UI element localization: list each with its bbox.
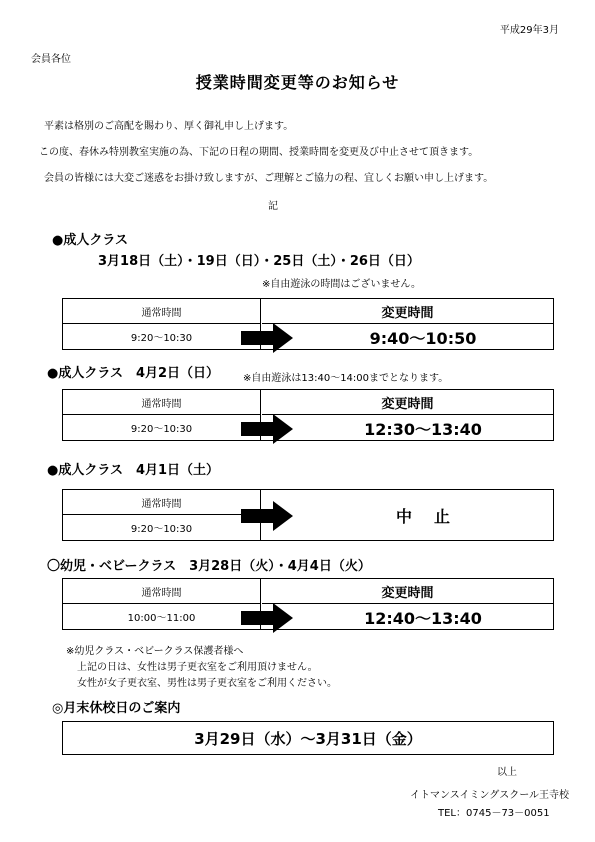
intro-line-3: 会員の皆様には大変ご迷惑をお掛け致しますが、ご理解とご協力の程、宜しくお願い申し上げます。 — [44, 173, 494, 184]
normal-time-value: 10:00～11:00 — [127, 613, 196, 624]
intro-line-1: 平素は格別のご高配を賜わり、厚く御礼申し上げます。 — [44, 121, 294, 132]
normal-time-label: 通常時間 — [63, 299, 260, 324]
normal-time-label: 通常時間 — [63, 490, 260, 515]
holiday-heading: ◎月末休校日のご案内 — [52, 701, 181, 716]
parent-note-heading: ※幼児クラス・ベビークラス保護者様へ — [66, 646, 244, 657]
new-time-label: 変更時間 — [262, 390, 553, 415]
normal-time-label: 通常時間 — [63, 579, 260, 604]
cancel-label: 中止 — [395, 506, 472, 526]
normal-time-value: 9:20～10:30 — [130, 333, 193, 344]
new-time-label: 変更時間 — [262, 579, 553, 604]
right-arrow-icon — [241, 603, 293, 633]
section-2-heading: ●成人クラス 4月2日（日） — [47, 366, 220, 381]
section-2-table — [62, 389, 554, 441]
section-2-note: ※自由遊泳は13:40～14:00までとなります。 — [243, 373, 449, 384]
normal-time-value: 9:20～10:30 — [130, 424, 193, 435]
new-time-value: 12:30～13:40 — [364, 420, 482, 439]
right-arrow-icon — [241, 323, 293, 353]
section-4-heading: 〇幼児・ベビークラス 3月28日（火）・4月4日（火） — [47, 559, 371, 574]
new-time-value: 12:40～13:40 — [364, 609, 482, 628]
school-name: イトマンスイミングスクール王寺校 — [410, 790, 569, 801]
parent-note-line-2: 女性が女子更衣室、男性は男子更衣室をご利用ください。 — [77, 678, 337, 689]
section-1-dates: 3月18日（土）・19日（日）・25日（土）・26日（日） — [98, 254, 420, 269]
page-title: 授業時間変更等のお知らせ — [195, 73, 400, 92]
section-1-note: ※自由遊泳の時間はございません。 — [262, 279, 421, 290]
normal-time-label: 通常時間 — [63, 390, 260, 415]
section-3-heading: ●成人クラス 4月1日（土） — [47, 463, 220, 478]
right-arrow-icon — [241, 501, 293, 531]
new-time-label: 変更時間 — [262, 299, 553, 324]
right-arrow-icon — [241, 414, 293, 444]
section-1-heading: ●成人クラス — [52, 233, 128, 248]
school-phone: TEL：0745－73－0051 — [438, 808, 550, 819]
ki-mark: 記 — [268, 201, 278, 212]
section-3-table — [62, 489, 554, 541]
normal-time-value: 9:20～10:30 — [130, 524, 193, 535]
holiday-dates: 3月29日（水）～3月31日（金） — [62, 721, 554, 755]
parent-note-line-1: 上記の日は、女性は男子更衣室をご利用頂けません。 — [77, 662, 318, 673]
section-4-table — [62, 578, 554, 630]
closing-mark: 以上 — [497, 767, 517, 778]
addressee: 会員各位 — [31, 54, 71, 65]
section-1-table — [62, 298, 554, 350]
new-time-value: 9:40～10:50 — [369, 329, 477, 348]
intro-line-2: この度、春休み特別教室実施の為、下記の日程の期間、授業時間を変更及び中止させて頂きます。 — [39, 147, 479, 158]
notice-date: 平成29年3月 — [499, 25, 559, 36]
